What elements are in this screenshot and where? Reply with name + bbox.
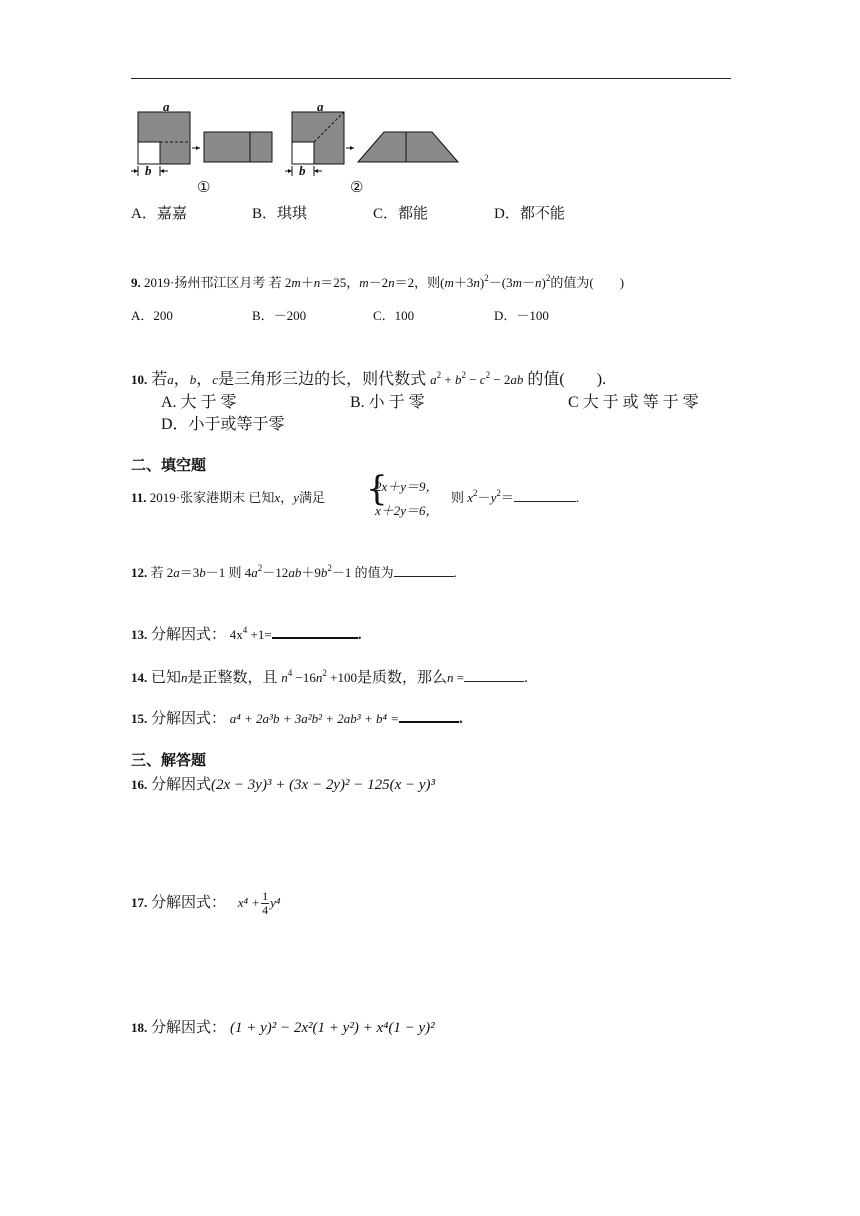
q9-option-b: B．－200 [252,308,307,323]
q11-question: 11. 2019·张家港期末 已知x，y满足 [131,490,325,505]
q8-option-b: B．琪琪 [252,206,308,222]
q15-answer-blank[interactable] [399,720,459,723]
q10-option-a: A. 大 于 零 [161,394,237,411]
q8-option-d: D．都不能 [494,206,565,222]
q8-figure [128,100,468,196]
fig2-label-a: a [317,99,324,114]
q9-number: 9. [131,275,141,290]
q8-option-c: C．都能 [373,206,429,222]
q9-option-d: D．－100 [494,308,549,323]
fig1-number: ① [197,180,211,196]
q13-number: 13. [131,627,148,642]
fig2-number: ② [350,180,364,196]
q17-fraction: $\frac{1}{4}$ [262,889,269,917]
q18-question: 18. 分解因式： (1 + y)² − 2x²(1 + y²) + x⁴(1 − y)² [131,1020,435,1036]
q11-answer-blank[interactable] [514,500,576,502]
q9-question: 9. 2019·扬州邗江区月考 若 2m＋n＝25，m－2n＝2，则$(m+3n)^2-(3m-n)^2$的值为( ) [131,273,625,290]
section-fill-in-title: 二、填空题 [131,456,207,474]
q11-equation-2: x＋2y＝6， [375,503,439,518]
q10-option-b: B. 小 于 零 [350,394,425,411]
q15-number: 15. [131,711,148,726]
q17-question: 17. 分解因式： x⁴ + $\frac{1}{4}$ y⁴ [131,889,281,917]
q9-option-a: A．200 [131,308,173,323]
header-rule [131,78,731,79]
q9-option-c: C．100 [373,308,415,323]
q16-question: 16. 分解因式(2x − 3y)³ + (3x − 2y)² − 125(x − y)³ [131,777,436,793]
q10-question: 10. 若a，b，c是三角形三边的长，则代数式 $a^2 + b^2 - c^2 - 2ab$ 的值( ). [131,370,607,388]
fig2-small-square [292,142,314,164]
q11-expression: 则 $x^2-y^2=$ . [451,488,580,505]
q11-equation-1: 2x＋y＝9， [375,479,439,494]
q12-answer-blank[interactable] [394,575,454,577]
q18-number: 18. [131,1020,148,1035]
fig1-arrow [196,146,200,150]
q10-number: 10. [131,372,148,387]
q17-number: 17. [131,894,148,910]
q12-question: 12. 若 2a＝3b－1 则 $4a^2-12ab+9b^2-1$ 的值为 . [131,563,457,580]
fig2-arrow [350,146,354,150]
section-solve-title: 三、解答题 [131,751,207,769]
q11-number: 11. [131,490,147,505]
q13-answer-blank[interactable] [272,636,358,639]
fig1-label-b: b [145,163,152,178]
fig1-rectangle [204,132,272,162]
fig2-label-b: b [299,163,306,178]
q14-number: 14. [131,670,148,685]
fig2-trapezoid [358,132,458,162]
q16-number: 16. [131,777,148,792]
q14-question: 14. 已知n是正整数，且 $n^4 -16n^2 +100$是质数，那么n = . [131,668,528,686]
q10-option-c: C 大 于 或 等 于 零 [568,394,699,411]
fig1-small-square [138,142,160,164]
q12-number: 12. [131,565,148,580]
q13-question: 13. 分解因式： $4x^4 +1=$ . [131,625,362,643]
fig1-label-a: a [163,99,170,114]
q14-answer-blank[interactable] [464,680,524,682]
q10-option-d: D．小于或等于零 [161,416,285,433]
q15-question: 15. 分解因式： a⁴ + 2a³b + 3a²b² + 2ab³ + b⁴ = . [131,711,463,727]
q8-option-a: A．嘉嘉 [131,206,187,222]
q11-system-brace: { [366,469,388,509]
